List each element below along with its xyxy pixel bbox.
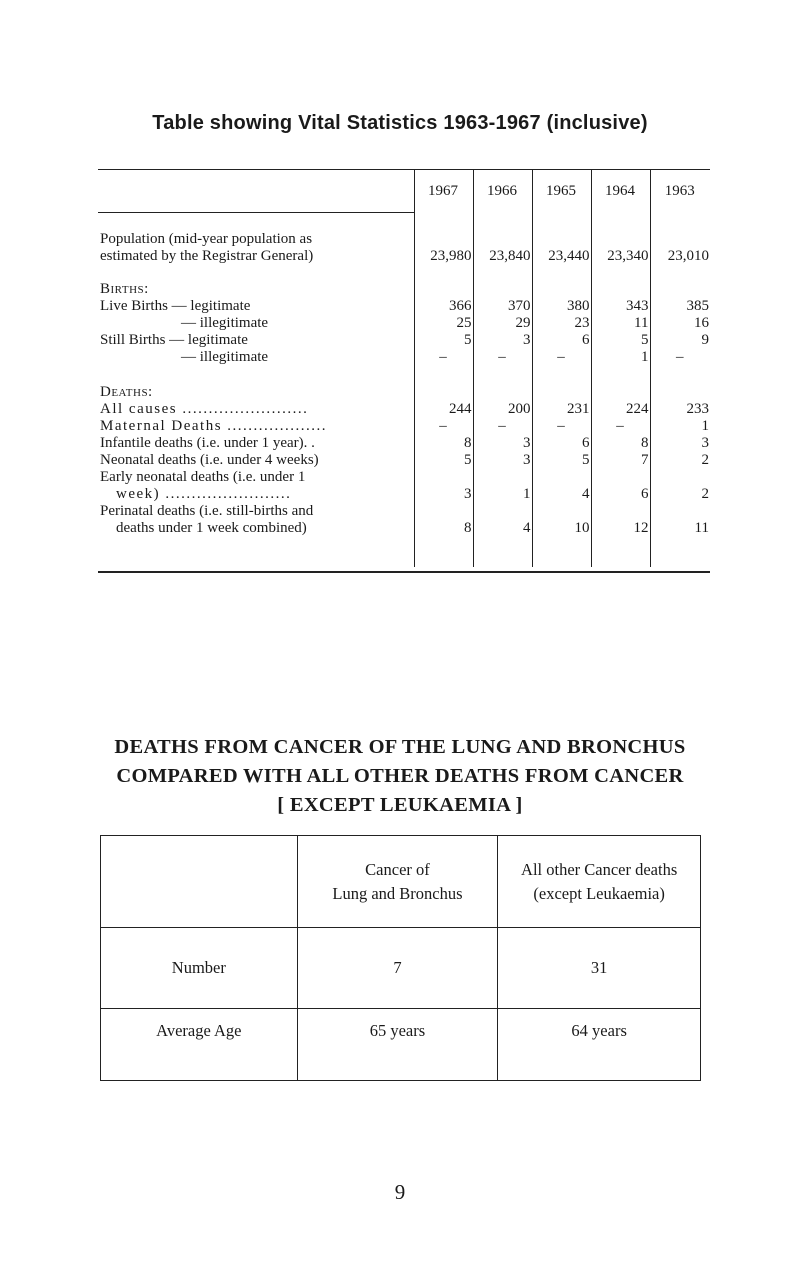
cancer-title-line-3: [ EXCEPT LEUKAEMIA ] [277,794,523,816]
perinatal-1966: 4 [473,520,532,537]
infantile-1966: 3 [473,435,532,452]
maternal-1963: 1 [650,418,710,435]
cancer-title [0,733,800,820]
live-legit-1964: 343 [591,298,650,315]
maternal-label: Maternal Deaths ................... [100,418,328,434]
table-bottom-rule [98,571,710,573]
early-neonatal-label-1: Early neonatal deaths (i.e. under 1 [100,469,306,485]
year-1963: 1963 [650,170,710,213]
year-1964: 1964 [591,170,650,213]
vital-statistics-title: Table showing Vital Statistics 1963-1967 (inclusive) [152,112,648,134]
maternal-1967: – [414,418,473,435]
early-1967: 3 [414,486,473,503]
infantile-1967: 8 [414,435,473,452]
table-row [98,520,710,537]
still-legit-1965: 6 [532,332,591,349]
col-other-header [498,836,701,928]
still-illegit-1964: 1 [591,349,650,366]
col-lung-header [297,836,498,928]
maternal-1966: – [473,418,532,435]
table-row [98,418,710,435]
still-illegit-label: — illegitimate [181,349,269,365]
year-header-row [98,170,710,213]
vital-statistics-table [98,170,710,567]
table-row [98,281,710,298]
cancer-header-blank [101,836,298,928]
population-1967: 23,980 [414,248,473,265]
perinatal-label-2: deaths under 1 week combined) [116,520,307,536]
cancer-title-line-1: DEATHS FROM CANCER OF THE LUNG AND BRONCHUS [114,736,686,758]
col-lung-line-1: Cancer of [365,860,430,879]
neonatal-1963: 2 [650,452,710,469]
table-row [98,401,710,418]
col-other-line-2: (except Leukaemia) [533,884,665,903]
still-illegit-1965: – [532,349,591,366]
all-causes-1965: 231 [532,401,591,418]
still-legit-label: Still Births — legitimate [100,332,248,348]
still-legit-1967: 5 [414,332,473,349]
population-label-1: Population (mid-year population as [100,231,313,247]
live-legit-label: Live Births — legitimate [100,298,251,314]
cancer-title-line-2: COMPARED WITH ALL OTHER DEATHS FROM CANCER [116,765,684,787]
perinatal-label-1: Perinatal deaths (i.e. still-births and [100,503,314,519]
still-legit-1964: 5 [591,332,650,349]
live-illegit-1964: 11 [591,315,650,332]
all-causes-1964: 224 [591,401,650,418]
number-label: Number [101,928,298,1009]
still-illegit-1963: – [650,349,710,366]
early-neonatal-label-2: week) ........................ [116,486,292,502]
header-blank [98,170,414,213]
col-other-line-1: All other Cancer deaths [521,860,678,879]
age-lung: 65 years [297,1009,498,1081]
table-row [98,332,710,349]
population-1963: 23,010 [650,248,710,265]
table-row [98,248,710,265]
early-1964: 6 [591,486,650,503]
table-row [98,231,710,248]
still-illegit-1966: – [473,349,532,366]
table-row [98,298,710,315]
number-lung: 7 [297,928,498,1009]
number-other: 31 [498,928,701,1009]
live-legit-1967: 366 [414,298,473,315]
early-1966: 1 [473,486,532,503]
neonatal-1965: 5 [532,452,591,469]
live-legit-1965: 380 [532,298,591,315]
neonatal-1964: 7 [591,452,650,469]
live-legit-1963: 385 [650,298,710,315]
perinatal-1964: 12 [591,520,650,537]
all-causes-label: All causes ........................ [100,401,309,417]
table-row [98,503,710,520]
still-legit-1963: 9 [650,332,710,349]
table-row [98,452,710,469]
population-1965: 23,440 [532,248,591,265]
early-1965: 4 [532,486,591,503]
table-row [98,315,710,332]
perinatal-1965: 10 [532,520,591,537]
early-1963: 2 [650,486,710,503]
births-heading: Births: [100,281,149,297]
perinatal-1967: 8 [414,520,473,537]
page-number: 9 [394,1180,406,1204]
still-illegit-1967: – [414,349,473,366]
population-1966: 23,840 [473,248,532,265]
infantile-1965: 6 [532,435,591,452]
all-causes-1963: 233 [650,401,710,418]
maternal-1964: – [591,418,650,435]
table-row [98,349,710,366]
perinatal-1963: 11 [650,520,710,537]
live-illegit-1967: 25 [414,315,473,332]
infantile-1963: 3 [650,435,710,452]
population-label-2: estimated by the Registrar General) [100,248,314,264]
neonatal-label: Neonatal deaths (i.e. under 4 weeks) [100,452,319,468]
infantile-label: Infantile deaths (i.e. under 1 year). . [100,435,315,451]
neonatal-1967: 5 [414,452,473,469]
still-legit-1966: 3 [473,332,532,349]
live-illegit-1966: 29 [473,315,532,332]
all-causes-1967: 244 [414,401,473,418]
population-1964: 23,340 [591,248,650,265]
table-row [98,435,710,452]
cancer-header-row [101,836,701,928]
year-1966: 1966 [473,170,532,213]
live-legit-1966: 370 [473,298,532,315]
table-row [98,384,710,401]
deaths-heading: Deaths: [100,384,153,400]
table-row [98,486,710,503]
cancer-deaths-table [100,835,701,1081]
infantile-1964: 8 [591,435,650,452]
age-label: Average Age [101,1009,298,1081]
table-row [101,1009,701,1081]
age-other: 64 years [498,1009,701,1081]
table-row [101,928,701,1009]
all-causes-1966: 200 [473,401,532,418]
live-illegit-1963: 16 [650,315,710,332]
neonatal-1966: 3 [473,452,532,469]
maternal-1965: – [532,418,591,435]
year-1967: 1967 [414,170,473,213]
live-illegit-1965: 23 [532,315,591,332]
live-illegit-label: — illegitimate [181,315,269,331]
col-lung-line-2: Lung and Bronchus [332,884,463,903]
table-row [98,469,710,486]
year-1965: 1965 [532,170,591,213]
